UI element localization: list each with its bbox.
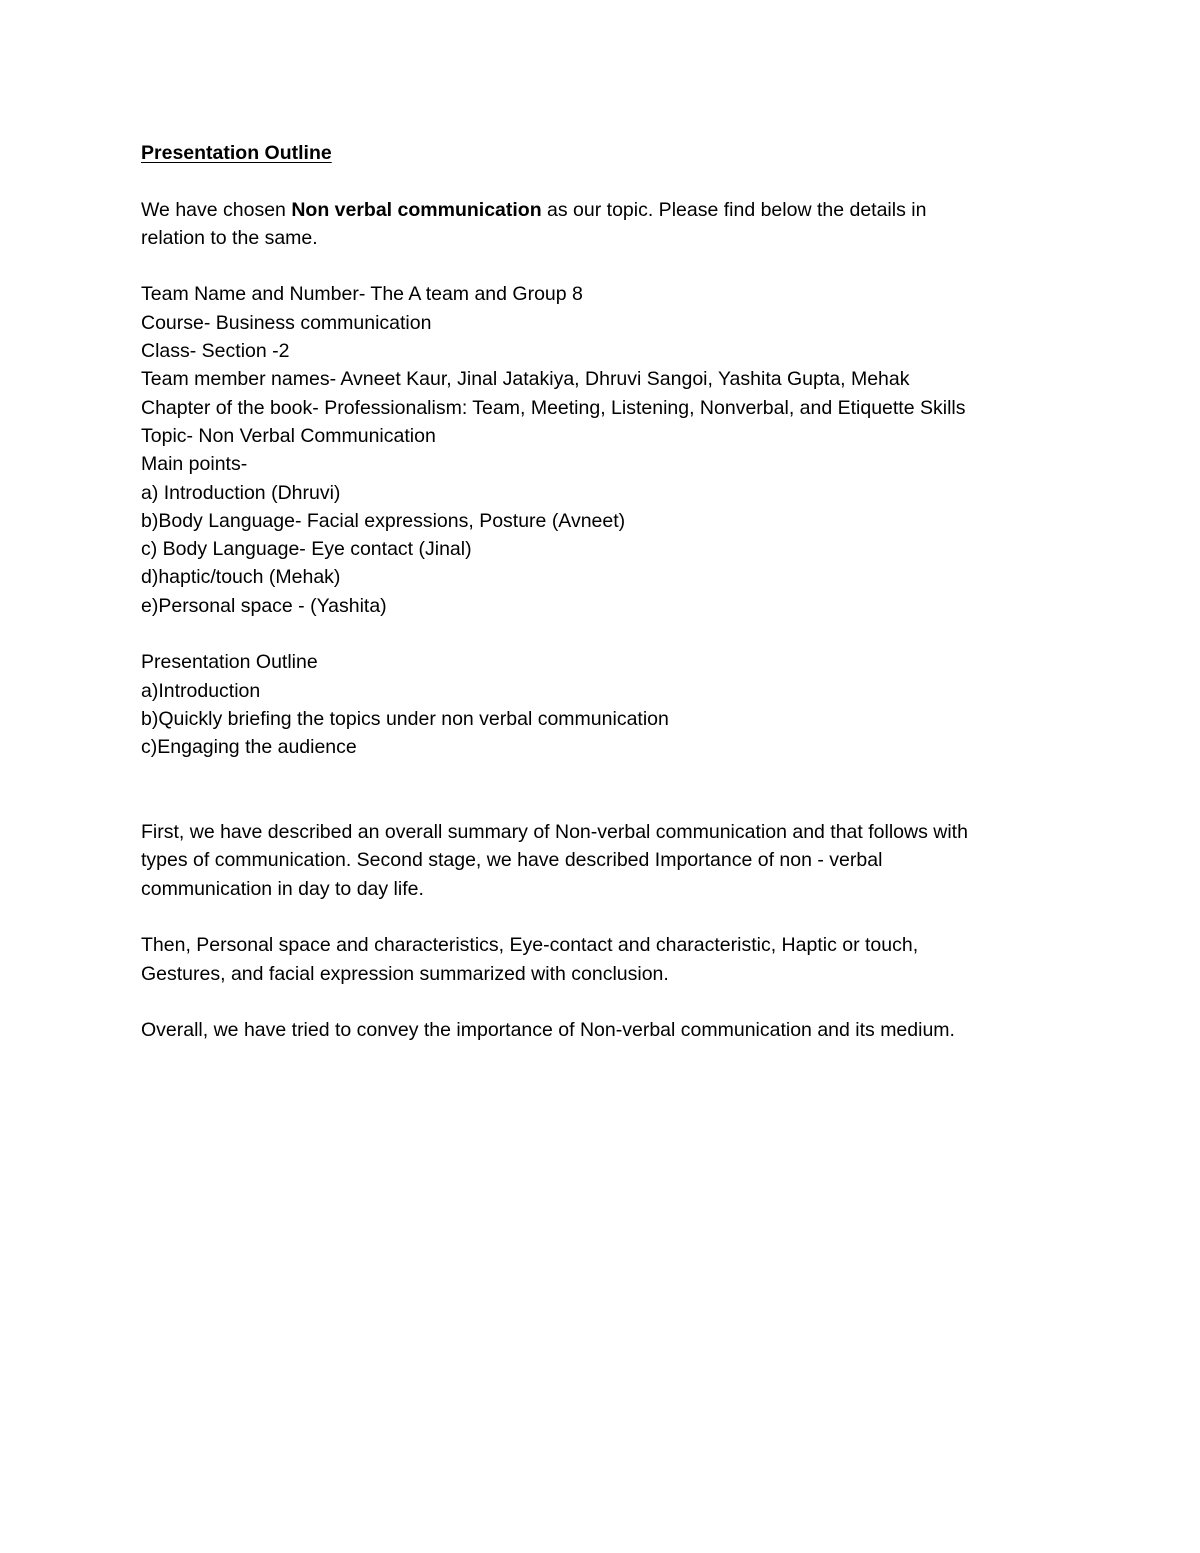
detail-topic: Topic- Non Verbal Communication bbox=[141, 424, 436, 447]
main-point-item: e)Personal space - (Yashita) bbox=[141, 594, 387, 617]
intro-topic-bold: Non verbal communication bbox=[291, 198, 542, 221]
spacer bbox=[141, 620, 1071, 648]
intro-paragraph bbox=[141, 196, 1071, 253]
main-point-item: c) Body Language- Eye contact (Jinal) bbox=[141, 538, 472, 561]
outline-item: a)Introduction bbox=[141, 679, 261, 702]
paragraph-line: communication in day to day life. bbox=[141, 877, 424, 900]
intro-line-1 bbox=[141, 196, 1071, 224]
intro-line-2: relation to the same. bbox=[141, 226, 318, 249]
main-points-list bbox=[141, 479, 1071, 620]
paragraph-line: Then, Personal space and characteristics, Eye-contact and characteristic, Haptic or touch, bbox=[141, 934, 919, 957]
spacer bbox=[141, 252, 1071, 280]
outline-item: b)Quickly briefing the topics under non verbal communication bbox=[141, 707, 669, 730]
intro-prefix: We have chosen bbox=[141, 198, 292, 221]
paragraph-line: First, we have described an overall summary of Non-verbal communication and that follows with bbox=[141, 821, 968, 844]
detail-team-members: Team member names- Avneet Kaur, Jinal Jatakiya, Dhruvi Sangoi, Yashita Gupta, Mehak bbox=[141, 368, 910, 391]
detail-course: Course- Business communication bbox=[141, 311, 432, 334]
intro-suffix: as our topic. Please find below the details in bbox=[541, 198, 927, 221]
spacer bbox=[141, 790, 1071, 818]
paragraph-line: types of communication. Second stage, we have described Importance of non - verbal bbox=[141, 849, 883, 872]
spacer bbox=[141, 903, 1071, 931]
main-point-item: b)Body Language- Facial expressions, Posture (Avneet) bbox=[141, 509, 626, 532]
main-point-item: a) Introduction (Dhruvi) bbox=[141, 481, 341, 504]
detail-chapter: Chapter of the book- Professionalism: Team, Meeting, Listening, Nonverbal, and Etiquette Skills bbox=[141, 396, 966, 419]
outline-section bbox=[141, 648, 1071, 761]
detail-main-points-label: Main points- bbox=[141, 453, 248, 476]
paragraph-line: Gestures, and facial expression summarized with conclusion. bbox=[141, 962, 669, 985]
document-title: Presentation Outline bbox=[141, 142, 332, 164]
detail-class: Class- Section -2 bbox=[141, 340, 290, 363]
spacer bbox=[141, 167, 1071, 195]
main-point-item: d)haptic/touch (Mehak) bbox=[141, 566, 341, 589]
outline-item: c)Engaging the audience bbox=[141, 736, 357, 759]
summary-paragraph-2 bbox=[141, 931, 1071, 988]
document-page bbox=[141, 139, 1071, 1045]
detail-team-name: Team Name and Number- The A team and Group 8 bbox=[141, 283, 583, 306]
summary-paragraph-1 bbox=[141, 818, 1071, 903]
details-block bbox=[141, 280, 1071, 478]
spacer bbox=[141, 762, 1071, 790]
summary-paragraph-3 bbox=[141, 1016, 1071, 1044]
paragraph-line: Overall, we have tried to convey the importance of Non-verbal communication and its medium. bbox=[141, 1019, 955, 1042]
spacer bbox=[141, 988, 1071, 1016]
outline-heading: Presentation Outline bbox=[141, 651, 318, 674]
